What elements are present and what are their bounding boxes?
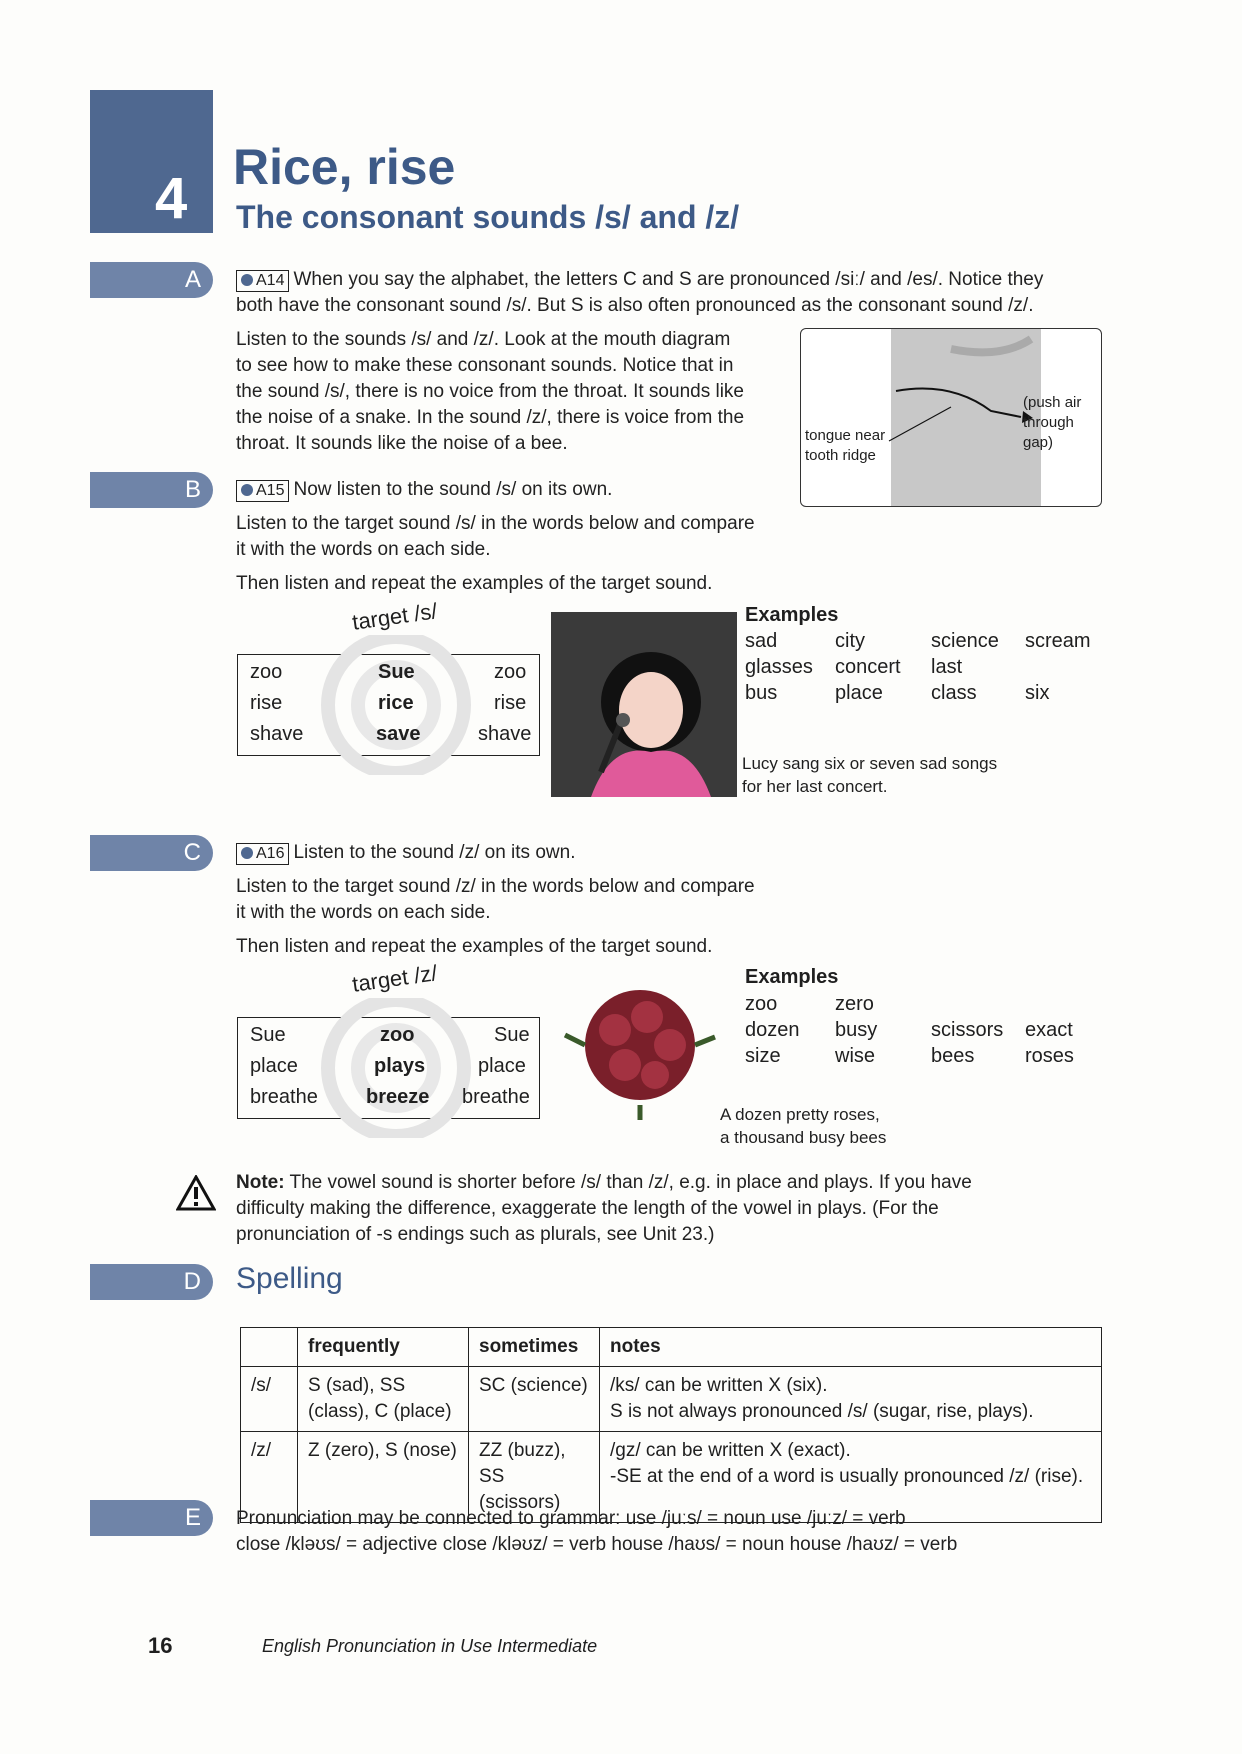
- word-target-2: plays: [374, 1055, 426, 1077]
- audio-disc-icon: [241, 847, 253, 859]
- audio-track-a14[interactable]: A14: [236, 270, 289, 292]
- page-subtitle: The consonant sounds /s/ and /z/: [236, 199, 740, 235]
- examples-heading-c: Examples: [745, 966, 839, 988]
- spelling-heading: Spelling: [236, 1262, 343, 1295]
- section-e-text: Pronunciation may be connected to grammar: use /juːs/ = noun use /juːz/ = verb close /kləʊs/ = adjective close /kləʊz/ = verb house /haʊs/ = noun house /haʊz/ = verb: [236, 1508, 958, 1555]
- caption-singer: Lucy sang six or seven sad songs for her last concert.: [742, 754, 998, 796]
- word-right-3: breathe: [462, 1086, 530, 1108]
- page-title: Rice, rise: [233, 139, 456, 195]
- target-s-word-box: [237, 654, 540, 756]
- section-a-intro: A14 When you say the alphabet, the letters C and S are pronounced /siː/ and /es/. Notice they both have the consonant sound /s/. But S is also often pronounced as the consonant sound /z/.: [236, 269, 1044, 316]
- audio-disc-icon: [241, 484, 253, 496]
- section-c-marker: C: [90, 835, 213, 871]
- table-header-row: frequently sometimes notes: [241, 1328, 1102, 1367]
- audio-track-a16[interactable]: A16: [236, 843, 289, 865]
- word-left-3: breathe: [250, 1086, 318, 1108]
- table-row: /s/ S (sad), SS (class), C (place) SC (science) /ks/ can be written X (six). S is not always pronounced /s/ (sugar, rise, plays).: [241, 1367, 1102, 1432]
- section-c-intro: A16 Listen to the sound /z/ on its own. Listen to the target sound /z/ in the words below and compare it with the words on each side. Then listen and repeat the examples of the target sound.: [236, 842, 755, 957]
- table-row: /z/ Z (zero), S (nose) ZZ (buzz), SS (scissors) /gz/ can be written X (exact). -SE at the end of a word is usually pronounced /z/ (rise).: [241, 1432, 1102, 1523]
- word-right-2: place: [478, 1055, 526, 1077]
- section-a-paragraph: Listen to the sounds /s/ and /z/. Look at the mouth diagram to see how to make these consonant sounds. Notice that in the sound /s/, there is no voice from the throat. It sounds like the noise of a snake. In the sound /z/, there is voice from the throat. It sounds like the noise of a bee.: [236, 329, 745, 454]
- page-number: 16: [148, 1633, 173, 1658]
- word-target-1: zoo: [380, 1024, 415, 1046]
- examples-list-c: zoo zero dozen busy scissors exact size wise bees roses: [745, 993, 1074, 1067]
- word-target-3: breeze: [366, 1086, 430, 1108]
- audio-track-a15[interactable]: A15: [236, 480, 289, 502]
- caption-roses: A dozen pretty roses, a thousand busy bees: [720, 1105, 887, 1147]
- target-s-label: target /s/: [350, 598, 439, 635]
- book-title-footer: English Pronunciation in Use Intermediate: [262, 1636, 598, 1656]
- word-target-3: save: [376, 723, 421, 745]
- unit-number-block: [90, 90, 213, 233]
- audio-disc-icon: [241, 274, 253, 286]
- section-a-marker: A: [90, 262, 213, 298]
- word-right-1: Sue: [494, 1024, 530, 1046]
- target-z-word-box: [237, 1017, 540, 1119]
- examples-list-b: sad city science scream glasses concert last bus place class six: [745, 630, 1091, 704]
- roses-illustration: [555, 975, 725, 1125]
- warning-icon: [176, 1175, 216, 1211]
- word-right-3: shave: [478, 723, 532, 745]
- section-b-intro: A15 Now listen to the sound /s/ on its own. Listen to the target sound /s/ in the words below and compare it with the words on each side. Then listen and repeat the examples of the target sound.: [236, 479, 755, 594]
- spelling-table: [240, 1327, 1102, 1523]
- word-right-1: zoo: [494, 661, 527, 683]
- section-d-marker: D: [90, 1264, 213, 1300]
- word-left-2: rise: [250, 692, 283, 714]
- mouth-diagram: [800, 328, 1102, 507]
- diagram-label-air: (push air through gap): [1023, 394, 1082, 451]
- word-left-1: Sue: [250, 1024, 286, 1046]
- unit-number: 4: [155, 166, 188, 231]
- examples-heading-b: Examples: [745, 604, 839, 626]
- note-text: Note: The vowel sound is shorter before /s/ than /z/, e.g. in place and plays. If you have difficulty making the difference, exaggerate the length of the vowel in plays. (For the pronunciation of -s endings such as plurals, see Unit 23.): [236, 1172, 972, 1245]
- word-left-3: shave: [250, 723, 304, 745]
- word-right-2: rise: [494, 692, 527, 714]
- word-target-1: Sue: [378, 661, 415, 683]
- section-e-marker: E: [90, 1500, 213, 1536]
- word-left-1: zoo: [250, 661, 283, 683]
- section-b-marker: B: [90, 472, 213, 508]
- word-left-2: place: [250, 1055, 298, 1077]
- word-target-2: rice: [378, 692, 414, 714]
- singer-illustration: [551, 612, 737, 797]
- target-z-label: target /z/: [350, 960, 439, 997]
- diagram-label-tongue: tongue near tooth ridge: [805, 427, 886, 464]
